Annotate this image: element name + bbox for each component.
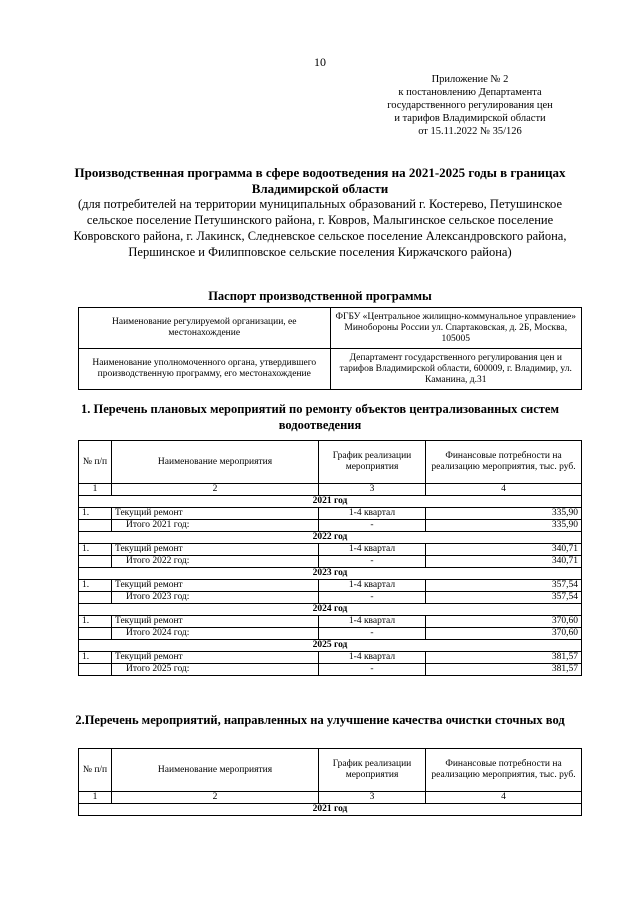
index-cell: 1 [79, 792, 112, 804]
year-label: 2023 год [79, 568, 582, 580]
section2-heading: 2.Перечень мероприятий, направленных на улучшение качества очистки сточных вод [75, 713, 565, 727]
row-item: Текущий ремонт [112, 652, 319, 664]
year-row [79, 568, 582, 580]
col-num-header: № п/п [79, 749, 112, 792]
year-row [79, 604, 582, 616]
total-amount: 370,60 [426, 628, 582, 640]
total-amount: 381,57 [426, 664, 582, 676]
index-cell: 2 [112, 484, 319, 496]
row-num: 1. [79, 580, 112, 592]
section1-heading: 1. Перечень плановых мероприятий по ремонту объектов централизованных систем водоотведения [81, 402, 559, 432]
total-label: Итого 2021 год: [112, 520, 319, 532]
row-amount: 381,57 [426, 652, 582, 664]
row-amount: 357,54 [426, 580, 582, 592]
row-num: 1. [79, 652, 112, 664]
total-dash: - [319, 628, 426, 640]
total-dash: - [319, 592, 426, 604]
year-row [79, 496, 582, 508]
table-row [79, 616, 582, 628]
total-row [79, 556, 582, 568]
row-period: 1-4 квартал [319, 508, 426, 520]
col-schedule-header: График реализации мероприятия [319, 749, 426, 792]
table-row [79, 544, 582, 556]
col-schedule-header: График реализации мероприятия [319, 441, 426, 484]
year-label: 2024 год [79, 604, 582, 616]
total-amount: 335,90 [426, 520, 582, 532]
col-finance-header: Финансовые потребности на реализацию мероприятия, тыс. руб. [426, 441, 582, 484]
total-amount: 357,54 [426, 592, 582, 604]
row-item: Текущий ремонт [112, 616, 319, 628]
year-label: 2021 год [79, 496, 582, 508]
total-row [79, 664, 582, 676]
table-row [79, 652, 582, 664]
passport-row [79, 308, 582, 349]
total-label: Итого 2022 год: [112, 556, 319, 568]
page-number: 10 [314, 55, 326, 69]
total-row [79, 592, 582, 604]
col-name-header: Наименование мероприятия [112, 749, 319, 792]
appendix-line: к постановлению Департамента [398, 87, 542, 98]
year-label: 2022 год [79, 532, 582, 544]
passport-label: Наименование уполномоченного органа, утвердившего производственную программу, его местонахождение [79, 349, 331, 390]
appendix-block [370, 73, 570, 138]
row-num: 1. [79, 508, 112, 520]
row-amount: 340,71 [426, 544, 582, 556]
col-name-header: Наименование мероприятия [112, 441, 319, 484]
passport-table [78, 307, 582, 390]
total-dash: - [319, 664, 426, 676]
table-row [79, 508, 582, 520]
row-item: Текущий ремонт [112, 580, 319, 592]
table-header-row [79, 441, 582, 484]
total-row [79, 628, 582, 640]
appendix-line: Приложение № 2 [431, 74, 509, 85]
passport-label: Наименование регулируемой организации, ее местонахождение [79, 308, 331, 349]
row-num [79, 556, 112, 568]
row-period: 1-4 квартал [319, 544, 426, 556]
year-label: 2025 год [79, 640, 582, 652]
column-index-row [79, 484, 582, 496]
year-row [79, 640, 582, 652]
passport-row [79, 349, 582, 390]
appendix-line: и тарифов Владимирской области [394, 113, 546, 124]
total-amount: 340,71 [426, 556, 582, 568]
row-num [79, 592, 112, 604]
index-cell: 1 [79, 484, 112, 496]
index-cell: 3 [319, 484, 426, 496]
row-num [79, 520, 112, 532]
year-label: 2021 год [79, 804, 582, 816]
appendix-line: от 15.11.2022 № 35/126 [418, 126, 522, 137]
total-label: Итого 2025 год: [112, 664, 319, 676]
index-cell: 3 [319, 792, 426, 804]
row-period: 1-4 квартал [319, 652, 426, 664]
column-index-row [79, 792, 582, 804]
col-finance-header: Финансовые потребности на реализацию мероприятия, тыс. руб. [426, 749, 582, 792]
index-cell: 4 [426, 792, 582, 804]
appendix-line: государственного регулирования цен [387, 100, 553, 111]
passport-heading: Паспорт производственной программы [208, 289, 432, 303]
row-item: Текущий ремонт [112, 544, 319, 556]
total-label: Итого 2023 год: [112, 592, 319, 604]
document-title: Производственная программа в сфере водоотведения на 2021-2025 годы в границах Владимирской области [74, 165, 566, 196]
table-header-row [79, 749, 582, 792]
row-num: 1. [79, 544, 112, 556]
table-row [79, 580, 582, 592]
total-dash: - [319, 520, 426, 532]
row-amount: 370,60 [426, 616, 582, 628]
passport-value: ФГБУ «Центральное жилищно-коммунальное управление» Минобороны России ул. Спартаковская, д. 2Б, Москва, 105005 [330, 308, 582, 349]
quality-table [78, 748, 582, 816]
index-cell: 2 [112, 792, 319, 804]
document-subtitle: (для потребителей на территории муниципальных образований г. Костерево, Петушинское сельское поселение Петушинского района, г. Ковров, Малыгинское сельское поселение Ковровского района, г. Лакинск, Следневское сельское поселение Александровского района, Першинское и Филипповское сельские поселения Киржачского района) [73, 197, 567, 259]
col-num-header: № п/п [79, 441, 112, 484]
year-row [79, 532, 582, 544]
row-num [79, 664, 112, 676]
repair-table [78, 440, 582, 676]
row-num [79, 628, 112, 640]
passport-value: Департамент государственного регулирования цен и тарифов Владимирской области, 600009, г. Владимир, ул. Каманина, д.31 [330, 349, 582, 390]
year-row [79, 804, 582, 816]
row-period: 1-4 квартал [319, 580, 426, 592]
total-label: Итого 2024 год: [112, 628, 319, 640]
row-period: 1-4 квартал [319, 616, 426, 628]
total-row [79, 520, 582, 532]
row-num: 1. [79, 616, 112, 628]
total-dash: - [319, 556, 426, 568]
row-item: Текущий ремонт [112, 508, 319, 520]
row-amount: 335,90 [426, 508, 582, 520]
index-cell: 4 [426, 484, 582, 496]
